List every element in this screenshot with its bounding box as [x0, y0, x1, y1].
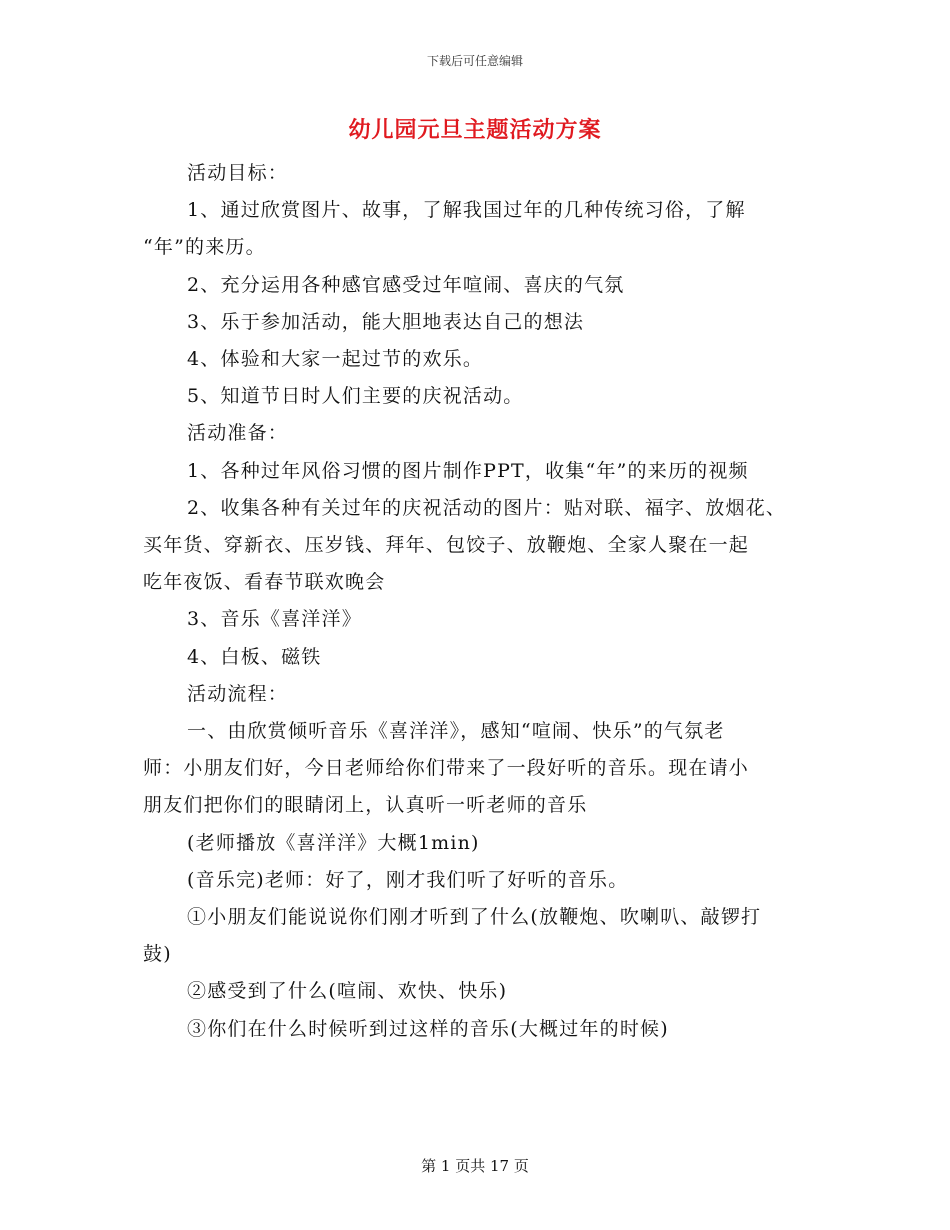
document-body [143, 155, 833, 1048]
paragraph-line: (音乐完)老师：好了，刚才我们听了好听的音乐。 [187, 868, 629, 891]
paragraph-line: (老师播放《喜洋洋》大概1min) [187, 831, 480, 854]
paragraph-line: 4、体验和大家一起过节的欢乐。 [187, 348, 484, 371]
paragraph-line: ③你们在什么时候听到过这样的音乐(大概过年的时候) [187, 1017, 669, 1040]
paragraph-line: 活动流程： [187, 682, 289, 705]
paragraph-line: 3、乐于参加活动，能大胆地表达自己的想法 [187, 310, 585, 333]
paragraph-line: 鼓) [143, 943, 172, 966]
paragraph-line: ②感受到了什么(喧闹、欢快、快乐) [187, 980, 508, 1003]
page-header: 下载后可任意编辑 [426, 54, 523, 68]
paragraph-line: 2、收集各种有关过年的庆祝活动的图片：贴对联、福字、放烟花、 [187, 496, 787, 519]
paragraph-line: 朋友们把你们的眼睛闭上，认真听一听老师的音乐 [143, 794, 588, 817]
paragraph-line: 2、充分运用各种感官感受过年喧闹、喜庆的气氛 [187, 273, 625, 296]
paragraph-line: 一、由欣赏倾听音乐《喜洋洋》，感知“喧闹、快乐”的气氛老 [187, 720, 725, 743]
paragraph-line: 买年货、穿新衣、压岁钱、拜年、包饺子、放鞭炮、全家人聚在一起 [143, 534, 750, 557]
paragraph-line: 师：小朋友们好，今日老师给你们带来了一段好听的音乐。现在请小 [143, 757, 750, 780]
paragraph-line: 1、通过欣赏图片、故事，了解我国过年的几种传统习俗，了解 [187, 199, 746, 222]
paragraph-line: 3、音乐《喜洋洋》 [187, 608, 362, 631]
paragraph-line: 活动目标： [187, 162, 289, 184]
paragraph-line: “年”的来历。 [143, 236, 266, 259]
paragraph-line: 活动准备： [187, 422, 289, 445]
document-title: 幼儿园元旦主题活动方案 [348, 117, 602, 143]
paragraph-line: 4、白板、磁铁 [187, 645, 322, 668]
paragraph-line: ①小朋友们能说说你们刚才听到了什么(放鞭炮、吹喇叭、敲锣打 [187, 906, 762, 929]
paragraph-line: 吃年夜饭、看春节联欢晚会 [143, 571, 386, 594]
paragraph-line: 1、各种过年风俗习惯的图片制作PPT，收集“年”的来历的视频 [187, 459, 749, 482]
paragraph-line: 5、知道节日时人们主要的庆祝活动。 [187, 385, 524, 408]
page-number: 第 1 页共 17 页 [421, 1157, 529, 1175]
